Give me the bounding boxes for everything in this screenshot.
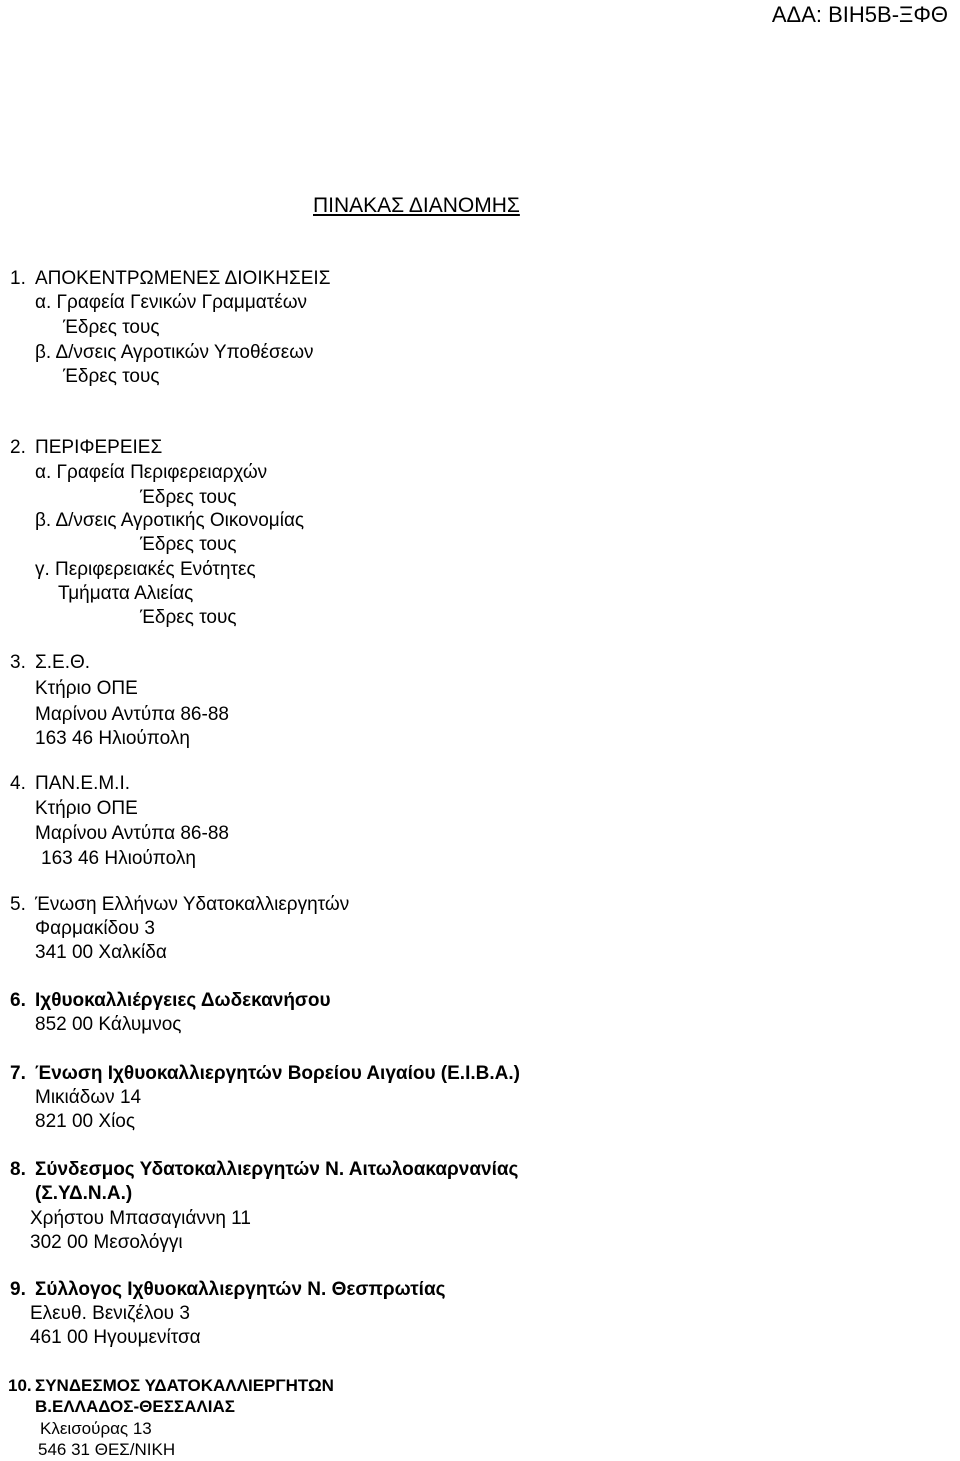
entry-heading: Σύλλογος Ιχθυοκαλλιεργητών Ν. Θεσπρωτίας <box>35 1279 446 1300</box>
address-line: Κτήριο ΟΠΕ <box>35 798 138 819</box>
address-line: 546 31 ΘΕΣ/ΝΙΚΗ <box>38 1440 176 1459</box>
address-line: 461 00 Ηγουμενίτσα <box>30 1327 201 1348</box>
address-line: 821 00 Χίος <box>35 1111 136 1132</box>
address-line: Κλεισούρας 13 <box>40 1419 152 1438</box>
entry-number: 4. <box>10 773 26 794</box>
page-title: ΠΙΝΑΚΑΣ ΔΙΑΝΟΜΗΣ <box>313 194 520 217</box>
address-line: 852 00 Κάλυμνος <box>35 1014 182 1035</box>
address-line: Ελευθ. Βενιζέλου 3 <box>30 1303 190 1324</box>
entry-seats: Έδρες τους <box>63 366 160 387</box>
entry-number: 10. <box>8 1376 32 1395</box>
entry-heading-abbrev: (Σ.ΥΔ.Ν.Α.) <box>35 1183 133 1204</box>
ada-code: ΑΔΑ: ΒΙΗ5Β-ΞΦΘ <box>771 2 948 27</box>
entry-heading: Ιχθυοκαλλιέργειες Δωδεκανήσου <box>35 990 331 1011</box>
address-line: Χρήστου Μπασαγιάννη 11 <box>30 1208 251 1229</box>
entry-heading: Σ.Ε.Θ. <box>35 652 91 673</box>
address-line: 302 00 Μεσολόγγι <box>30 1232 183 1253</box>
entry-heading: Σύνδεσμος Υδατοκαλλιεργητών Ν. Αιτωλοακαρνανίας <box>35 1159 519 1180</box>
entry-heading: ΠΑΝ.Ε.Μ.Ι. <box>35 773 131 794</box>
address-line: 341 00 Χαλκίδα <box>35 942 167 963</box>
address-line: Κτήριο ΟΠΕ <box>35 678 138 699</box>
entry-heading: ΠΕΡΙΦΕΡΕΙΕΣ <box>35 437 163 458</box>
entry-number: 9. <box>10 1279 26 1300</box>
address-line: 163 46 Ηλιούπολη <box>41 848 196 869</box>
entry-heading: ΑΠΟΚΕΝΤΡΩΜΕΝΕΣ ΔΙΟΙΚΗΣΕΙΣ <box>35 268 331 289</box>
entry-heading: ΣΥΝΔΕΣΜΟΣ ΥΔΑΤΟΚΑΛΛΙΕΡΓΗΤΩΝ <box>35 1376 334 1395</box>
entry-number: 6. <box>10 990 26 1011</box>
entry-heading: Ένωση Ιχθυοκαλλιεργητών Βορείου Αιγαίου (Ε.Ι.Β.Α.) <box>35 1063 520 1084</box>
entry-number: 5. <box>10 894 26 915</box>
entry-number: 7. <box>10 1063 26 1084</box>
address-line: Μαρίνου Αντύπα 86-88 <box>35 823 229 844</box>
entry-subitem: α. Γραφεία Περιφερειαρχών <box>35 462 268 483</box>
address-line: Μικιάδων 14 <box>35 1087 142 1108</box>
entry-number: 8. <box>10 1159 26 1180</box>
entry-subitem: α. Γραφεία Γενικών Γραμματέων <box>35 292 308 313</box>
entry-number: 3. <box>10 652 26 673</box>
entry-subitem: γ. Περιφερειακές Ενότητες <box>35 559 256 580</box>
address-line: 163 46 Ηλιούπολη <box>35 728 190 749</box>
entry-number: 2. <box>10 437 26 458</box>
entry-heading-line2: Β.ΕΛΛΑΔΟΣ-ΘΕΣΣΑΛΙΑΣ <box>35 1397 235 1416</box>
entry-seats: Έδρες τους <box>63 317 160 338</box>
address-line: Μαρίνου Αντύπα 86-88 <box>35 704 229 725</box>
entry-seats: Έδρες τους <box>140 607 237 628</box>
entry-seats: Έδρες τους <box>140 534 237 555</box>
entry-subitem: β. Δ/νσεις Αγροτικής Οικονομίας <box>35 510 305 531</box>
entry-number: 1. <box>10 268 26 289</box>
entry-subitem-detail: Τμήματα Αλιείας <box>58 583 194 604</box>
entry-heading: Ένωση Ελλήνων Υδατοκαλλιεργητών <box>35 894 350 915</box>
entry-subitem: β. Δ/νσεις Αγροτικών Υποθέσεων <box>35 342 314 363</box>
entry-seats: Έδρες τους <box>140 487 237 508</box>
address-line: Φαρμακίδου 3 <box>35 918 155 939</box>
